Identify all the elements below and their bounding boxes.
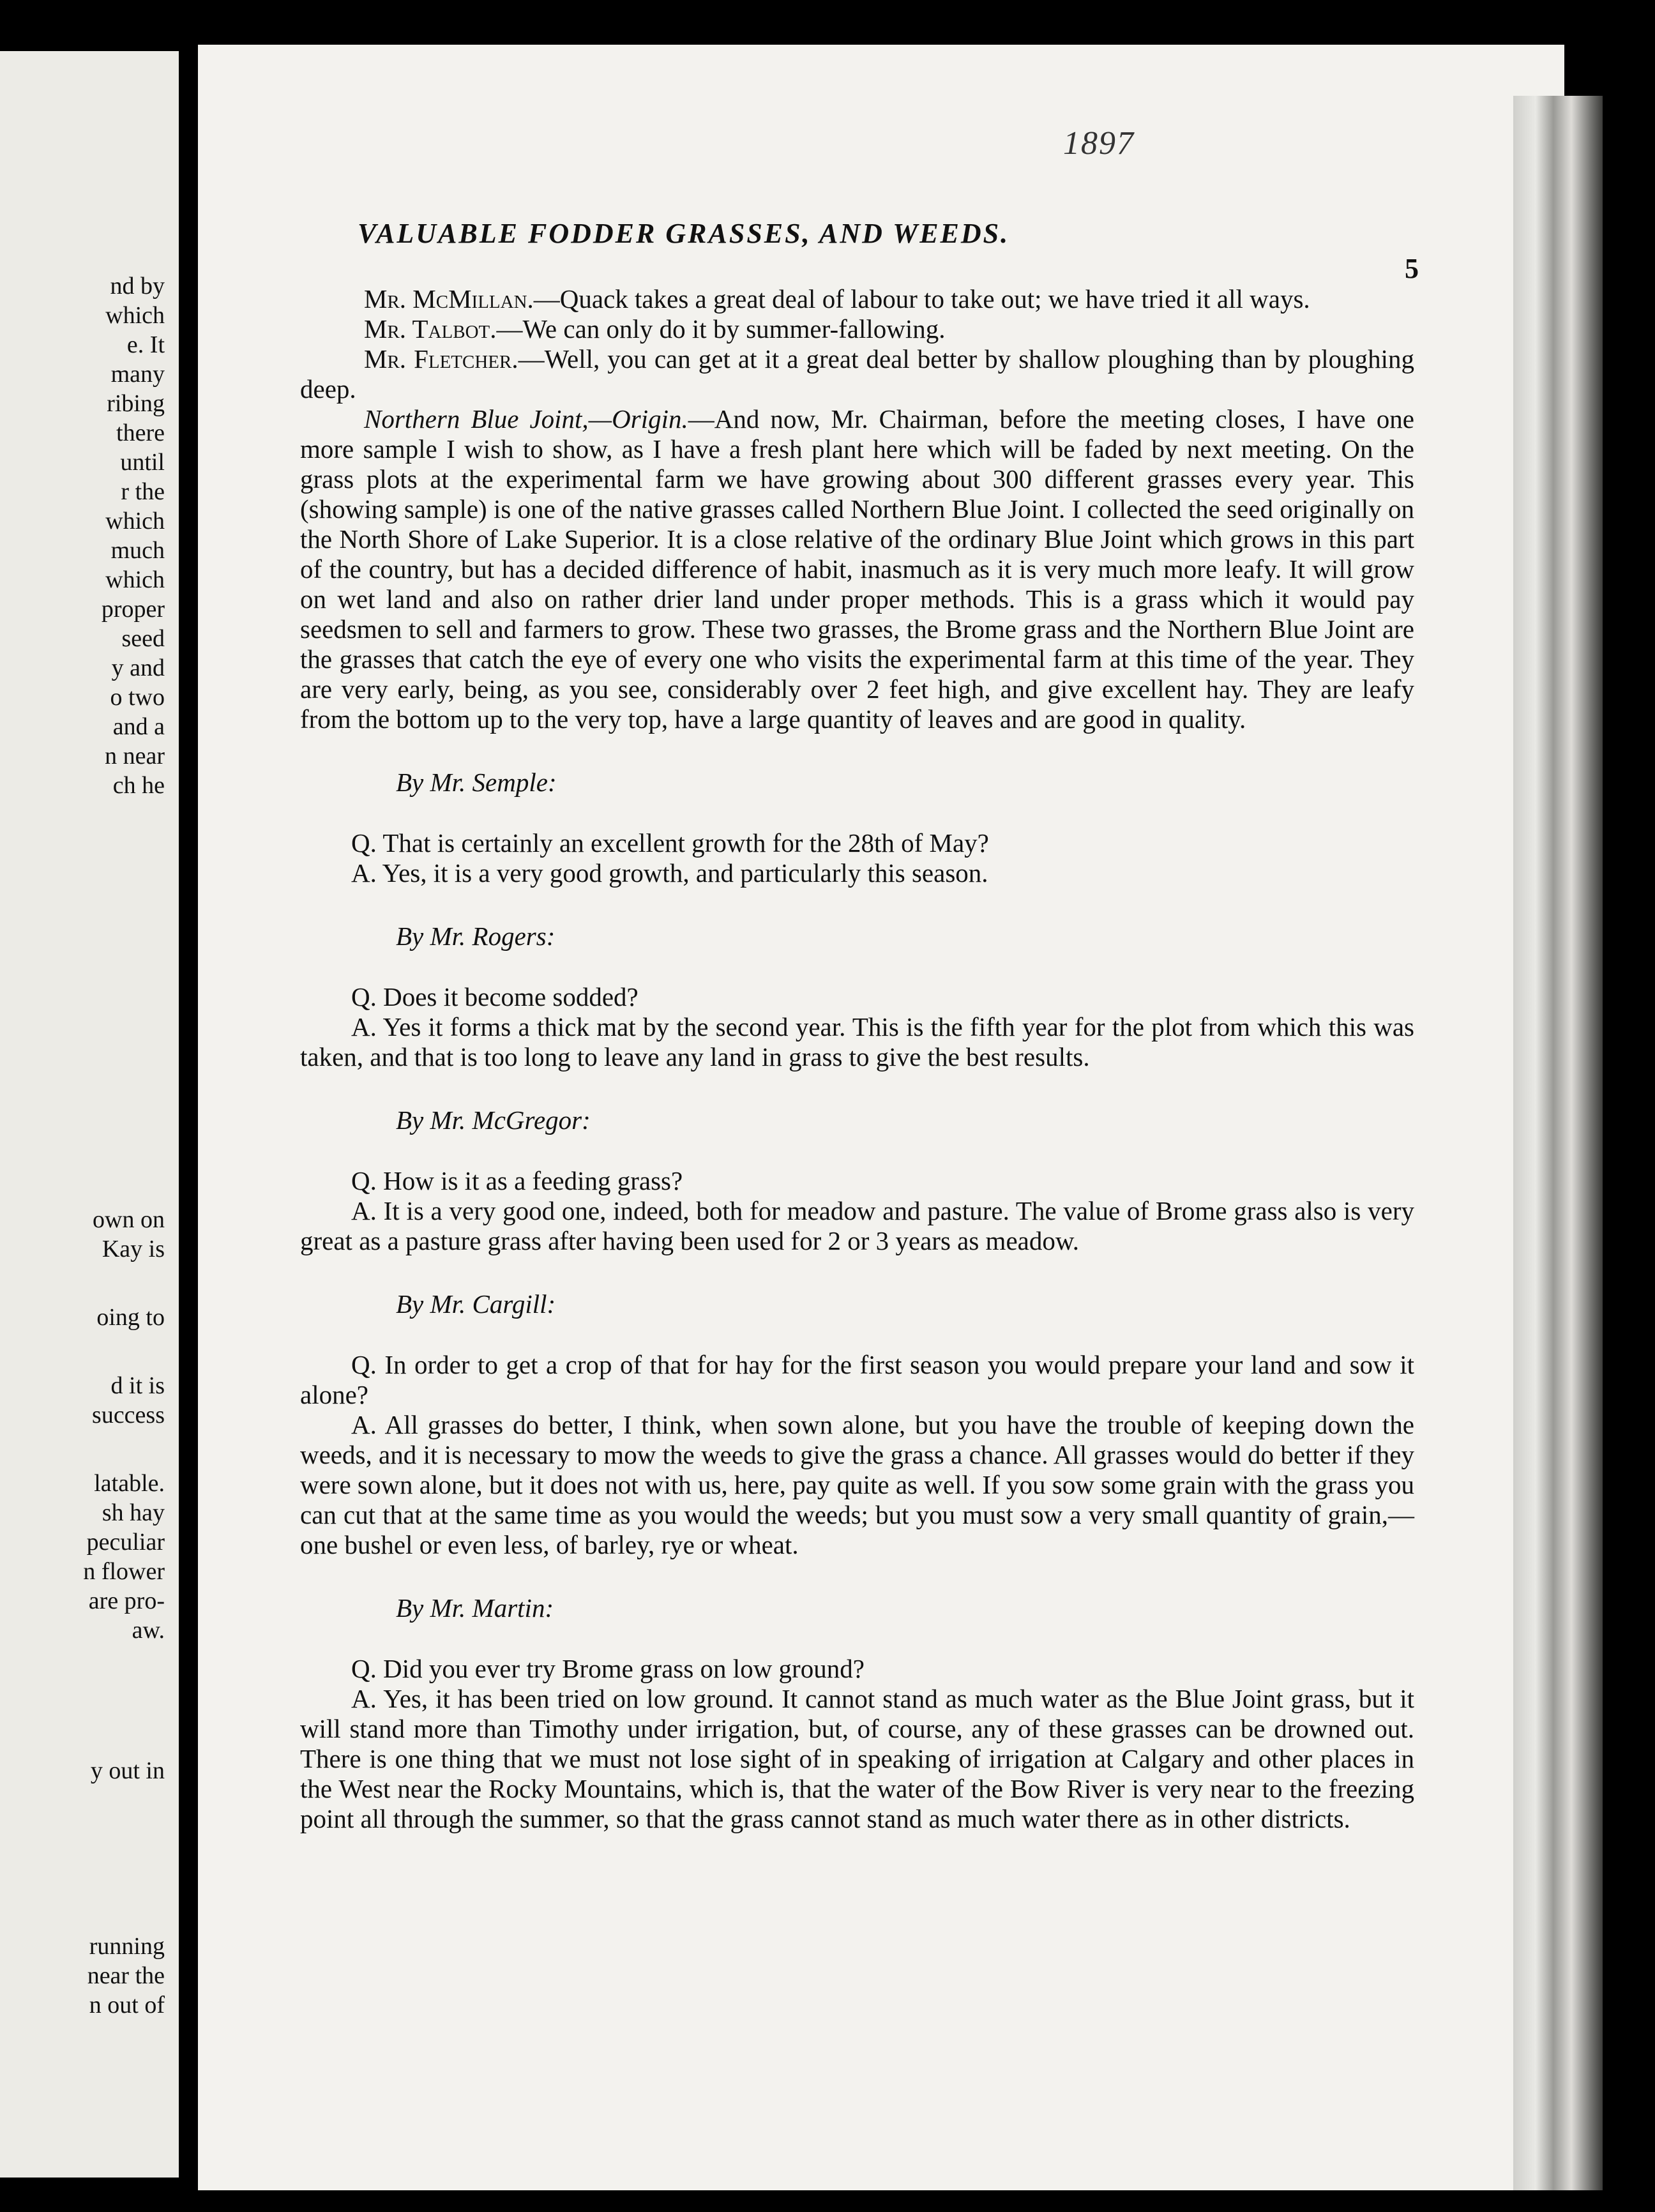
paragraph-fletcher bbox=[300, 344, 1414, 404]
left-page-line: many bbox=[110, 361, 165, 388]
handwritten-year-annotation: 1897 bbox=[1063, 125, 1135, 162]
answer: A. Yes, it is a very good growth, and particularly this season. bbox=[351, 858, 988, 888]
left-page-line: own on bbox=[93, 1206, 165, 1233]
paragraph-northern-blue-joint bbox=[300, 404, 1414, 734]
left-page-line: are pro- bbox=[88, 1587, 165, 1614]
left-page-line: y and bbox=[111, 655, 165, 681]
left-page-line: sh hay bbox=[102, 1499, 165, 1526]
questioner-heading: By Mr. Martin: bbox=[396, 1593, 554, 1623]
speaker-name: Mr. McMillan. bbox=[364, 284, 534, 314]
question: Q. Does it become sodded? bbox=[351, 982, 639, 1011]
left-page-line: Kay is bbox=[102, 1236, 165, 1262]
speaker-name: Mr. Fletcher. bbox=[364, 344, 518, 374]
left-page-line: n near bbox=[105, 743, 165, 769]
paragraph-mcmillan bbox=[300, 284, 1414, 314]
answer: A. Yes it forms a thick mat by the second year. This is the fifth year for the plot from which this was taken, and that is too long to leave any land in grass to give the best results. bbox=[300, 1012, 1414, 1072]
answer: A. It is a very good one, indeed, both for meadow and pasture. The value of Brome grass also is very great as a pasture grass after having been used for 2 or 3 years as meadow. bbox=[300, 1196, 1414, 1255]
left-page-line: there bbox=[116, 420, 165, 446]
paragraph-text: —Well, you can get at it a great deal better by shallow ploughing than by ploughing deep. bbox=[300, 344, 1415, 404]
inline-heading: Northern Blue Joint,—Origin. bbox=[364, 404, 688, 434]
left-page-line: aw. bbox=[132, 1617, 165, 1644]
left-page-line: d it is bbox=[110, 1372, 165, 1399]
paragraph-text: —And now, Mr. Chairman, before the meeting closes, I have one more sample I wish to show, as I have a fresh plant here which will be faded by next meeting. On the grass plots at the experimental farm we have growing about 300 different grasses every year. This (showing sample) is one of the native grasses called Northern Blue Joint. I collected the seed originally on the North Shore of Lake Superior. It is a close relative of the ordinary Blue Joint which grows in this part of the country, but has a decided difference of habit, inasmuch as it is very much more leafy. It will grow on wet land and also on rather drier land under proper methods. This is a grass which it would pay seedsmen to sell and farmers to grow. These two grasses, the Brome grass and the Northern Blue Joint are the grasses that catch the eye of every one who visits the experimental farm at this time of the year. They are very early, being, as you see, considerably over 2 feet high, and give excellent hay. They are leafy from the bottom up to the very top, have a large quantity of leaves and are good in quality. bbox=[300, 404, 1415, 734]
paragraph-talbot bbox=[300, 314, 1414, 344]
left-page-line: nd by bbox=[110, 273, 165, 299]
left-page-line: running bbox=[89, 1933, 165, 1960]
question: Q. Did you ever try Brome grass on low ground? bbox=[351, 1654, 865, 1683]
speaker-name: Mr. Talbot. bbox=[364, 314, 497, 344]
left-page-line: which bbox=[105, 302, 165, 329]
left-page-line: ch he bbox=[112, 772, 165, 799]
left-page-line: r the bbox=[121, 478, 165, 505]
questioner-heading: By Mr. Semple: bbox=[396, 768, 557, 797]
left-page-line: peculiar bbox=[86, 1529, 165, 1556]
answer: A. All grasses do better, I think, when sown alone, but you have the trouble of keeping down the weeds, and it is necessary to mow the weeds to give the grass a chance. All grasses would do better if they were sown alone, but it does not with us, here, pay quite as well. If you sow some grain with the grass you can cut that at the same time as you would the weeds; but you must sow a very small quantity of grain,—one bushel or even less, of barley, rye or wheat. bbox=[300, 1410, 1414, 1559]
left-page-line: oing to bbox=[96, 1304, 165, 1331]
question: Q. In order to get a crop of that for hay for the first season you would prepare your land and sow it alone? bbox=[300, 1350, 1414, 1409]
paragraph-text: —We can only do it by summer-fallowing. bbox=[496, 314, 946, 344]
left-page-line: and a bbox=[112, 713, 165, 740]
left-page-line: y out in bbox=[90, 1757, 165, 1784]
left-page-line: o two bbox=[110, 684, 165, 711]
left-page-line: latable. bbox=[94, 1470, 165, 1497]
question: Q. How is it as a feeding grass? bbox=[351, 1166, 683, 1195]
question: Q. That is certainly an excellent growth for the 28th of May? bbox=[351, 828, 989, 858]
previous-page-fragment bbox=[0, 51, 179, 2178]
questioner-heading: By Mr. McGregor: bbox=[396, 1105, 591, 1135]
left-page-line: ribing bbox=[107, 390, 165, 417]
left-page-line: until bbox=[120, 449, 165, 476]
questioner-heading: By Mr. Cargill: bbox=[396, 1289, 556, 1319]
paragraph-text: —Quack takes a great deal of labour to take out; we have tried it all ways. bbox=[533, 284, 1310, 314]
running-head: VALUABLE FODDER GRASSES, AND WEEDS. bbox=[358, 218, 1010, 249]
left-page-line: which bbox=[105, 566, 165, 593]
body-text bbox=[300, 284, 1414, 1834]
left-page-line: n flower bbox=[83, 1558, 165, 1585]
left-page-line: near the bbox=[87, 1962, 165, 1989]
page-number: 5 bbox=[1405, 253, 1419, 284]
left-page-line: which bbox=[105, 508, 165, 534]
answer: A. Yes, it has been tried on low ground. It cannot stand as much water as the Blue Joint grass, but it will stand more than Timothy under irrigation, but, of course, any of these grasses can be drowned out. There is one thing that we must not lose sight of in speaking of irrigation at Calgary and other places in the West near the Rocky Mountains, which is, that the water of the Bow River is very near to the freezing point all through the summer, so that the grass cannot stand as much water there as in other districts. bbox=[300, 1684, 1414, 1833]
left-page-line: n out of bbox=[89, 1992, 165, 2019]
book-page-edges bbox=[1513, 96, 1603, 2190]
left-page-line: success bbox=[92, 1402, 165, 1428]
left-page-line: seed bbox=[121, 625, 165, 652]
questioner-heading: By Mr. Rogers: bbox=[396, 921, 555, 951]
left-page-line: e. It bbox=[126, 331, 165, 358]
left-page-line: proper bbox=[101, 596, 165, 623]
left-page-line: much bbox=[110, 537, 165, 564]
